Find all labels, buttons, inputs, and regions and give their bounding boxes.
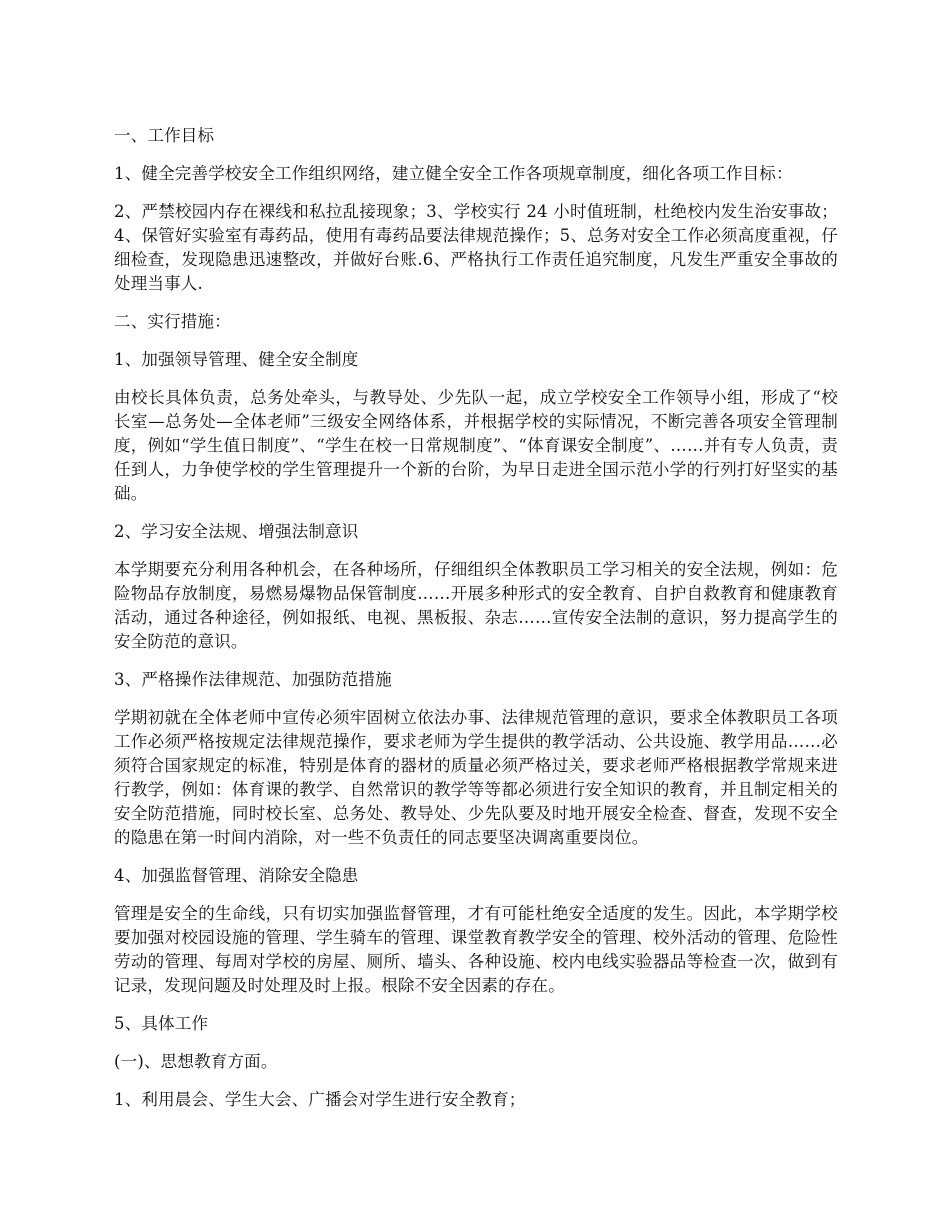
measure-body-2: 本学期要充分利用各种机会，在各种场所，仔细组织全体教职员工学习相关的安全法规，例如：危险物品存放制度，易燃易爆物品保管制度……开展多种形式的安全教育、自护自救教育和健康教育活动，通过各种途径，例如报纸、电视、黑板报、杂志……宣传安全法制的意识，努力提高学生的安全防范的意识。	[114, 560, 838, 651]
measure-heading-3: 3、严格操作法律规范、加强防范措施	[114, 670, 392, 689]
goal-items-2-6: 2、严禁校园内存在裸线和私拉乱接现象；3、学校实行 24 小时值班制，杜绝校内发生治安事故；4、保管好实验室有毒药品，使用有毒药品要法律规范操作；5、总务对安全工作必须高度重视，仔细检查，发现隐患迅速整改，并做好台账.6、严格执行工作责任追究制度，凡发生严重安全事故的处理当事人.	[114, 202, 838, 293]
subsection-heading-ideology: (一)、思想教育方面。	[114, 1052, 278, 1071]
document-body	[114, 124, 838, 1126]
measure-body-1: 由校长具体负责，总务处牵头，与教导处、少先队一起，成立学校安全工作领导小组，形成了“校长室—总务处—全体老师”三级安全网络体系，并根据学校的实际情况，不断完善各项安全管理制度，例如“学生值日制度”、“学生在校一日常规制度”、“体育课安全制度”、……并有专人负责，责任到人，力争使学校的学生管理提升一个新的台阶，为早日走进全国示范小学的行列打好坚实的基础。	[114, 388, 838, 503]
goal-item-1: 1、健全完善学校安全工作组织网络，建立健全安全工作各项规章制度，细化各项工作目标：	[114, 164, 793, 183]
measure-heading-2: 2、学习安全法规、增强法制意识	[114, 522, 359, 541]
section-heading-measures: 二、实行措施：	[114, 312, 231, 331]
measure-body-4: 管理是安全的生命线，只有切实加强监督管理，才有可能杜绝安全适度的发生。因此，本学期学校要加强对校园设施的管理、学生骑车的管理、课堂教育教学安全的管理、校外活动的管理、危险性劳动的管理、每周对学校的房屋、厕所、墙头、各种设施、校内电线实验器品等检查一次，做到有记录，发现问题及时处理及时上报。根除不安全因素的存在。	[114, 904, 838, 995]
measure-body-3: 学期初就在全体老师中宣传必须牢固树立依法办事、法律规范管理的意识，要求全体教职员工各项工作必须严格按规定法律规范操作，要求老师为学生提供的教学活动、公共设施、教学用品……必须符合国家规定的标准，特别是体育的器材的质量必须严格过关，要求老师严格根据教学常规来进行教学，例如：体育课的教学、自然常识的教学等等都必须进行安全知识的教育，并且制定相关的安全防范措施，同时校长室、总务处、教导处、少先队要及时地开展安全检查、督查，发现不安全的隐患在第一时间内消除，对一些不负责任的同志要坚决调离重要岗位。	[114, 708, 838, 847]
ideology-item-1: 1、利用晨会、学生大会、广播会对学生进行安全教育；	[114, 1090, 526, 1109]
measure-heading-5: 5、具体工作	[114, 1014, 209, 1033]
measure-heading-1: 1、加强领导管理、健全安全制度	[114, 350, 359, 369]
measure-heading-4: 4、加强监督管理、消除安全隐患	[114, 866, 359, 885]
section-heading-work-goals: 一、工作目标	[114, 126, 215, 145]
